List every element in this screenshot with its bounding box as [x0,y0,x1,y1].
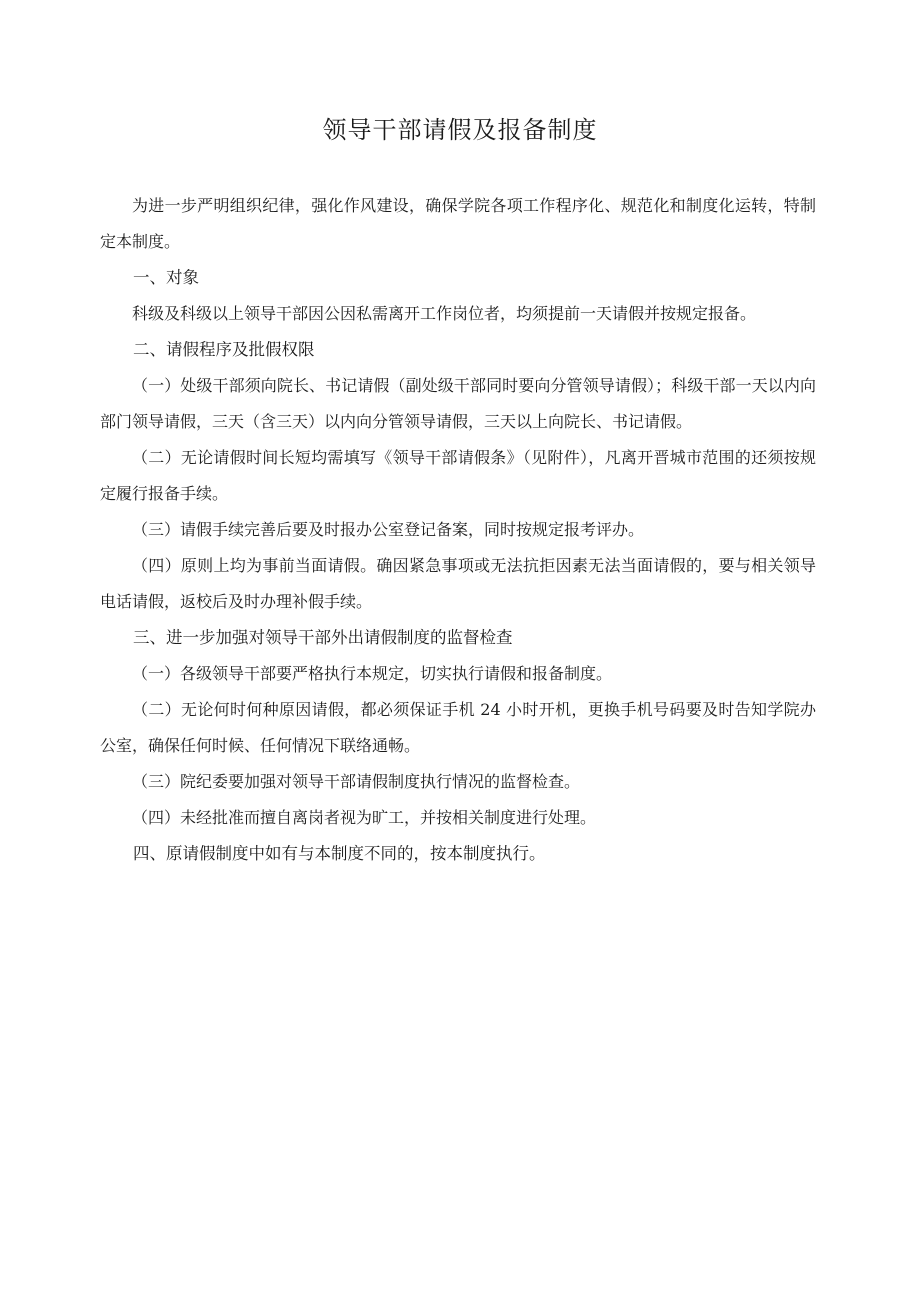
paragraph-2-4: （四）原则上均为事前当面请假。确因紧急事项或无法抗拒因素无法当面请假的，要与相关领导电话请假，返校后及时办理补假手续。 [100,556,816,611]
paragraph-2-2: （二）无论请假时间长短均需填写《领导干部请假条》（见附件），凡离开晋城市范围的还须按规定履行报备手续。 [100,448,816,503]
section-heading-1: 一、对象 [133,268,199,287]
paragraph-3-2: （二）无论何时何种原因请假，都必须保证手机 24 小时开机，更换手机号码要及时告知学院办公室，确保任何时候、任何情况下联络通畅。 [100,700,816,755]
document-body [100,188,816,872]
document-title: 领导干部请假及报备制度 [322,116,598,144]
paragraph-intro: 为进一步严明组织纪律，强化作风建设，确保学院各项工作程序化、规范化和制度化运转，特制定本制度。 [100,196,816,251]
paragraph-3-3: （三）院纪委要加强对领导干部请假制度执行情况的监督检查。 [132,772,581,791]
paragraph-1: 科级及科级以上领导干部因公因私需离开工作岗位者，均须提前一天请假并按规定报备。 [132,304,757,323]
section-heading-3: 三、进一步加强对领导干部外出请假制度的监督检查 [133,628,513,647]
paragraph-3-4: （四）未经批准而擅自离岗者视为旷工，并按相关制度进行处理。 [132,808,597,827]
paragraph-2-3: （三）请假手续完善后要及时报办公室登记备案，同时按规定报考评办。 [132,520,645,539]
section-heading-2: 二、请假程序及批假权限 [133,340,315,359]
paragraph-2-1: （一）处级干部须向院长、书记请假（副处级干部同时要向分管领导请假）；科级干部一天以内向部门领导请假，三天（含三天）以内向分管领导请假，三天以上向院长、书记请假。 [100,376,816,431]
paragraph-3-1: （一）各级领导干部要严格执行本规定，切实执行请假和报备制度。 [132,664,613,683]
section-heading-4: 四、原请假制度中如有与本制度不同的，按本制度执行。 [133,844,546,863]
